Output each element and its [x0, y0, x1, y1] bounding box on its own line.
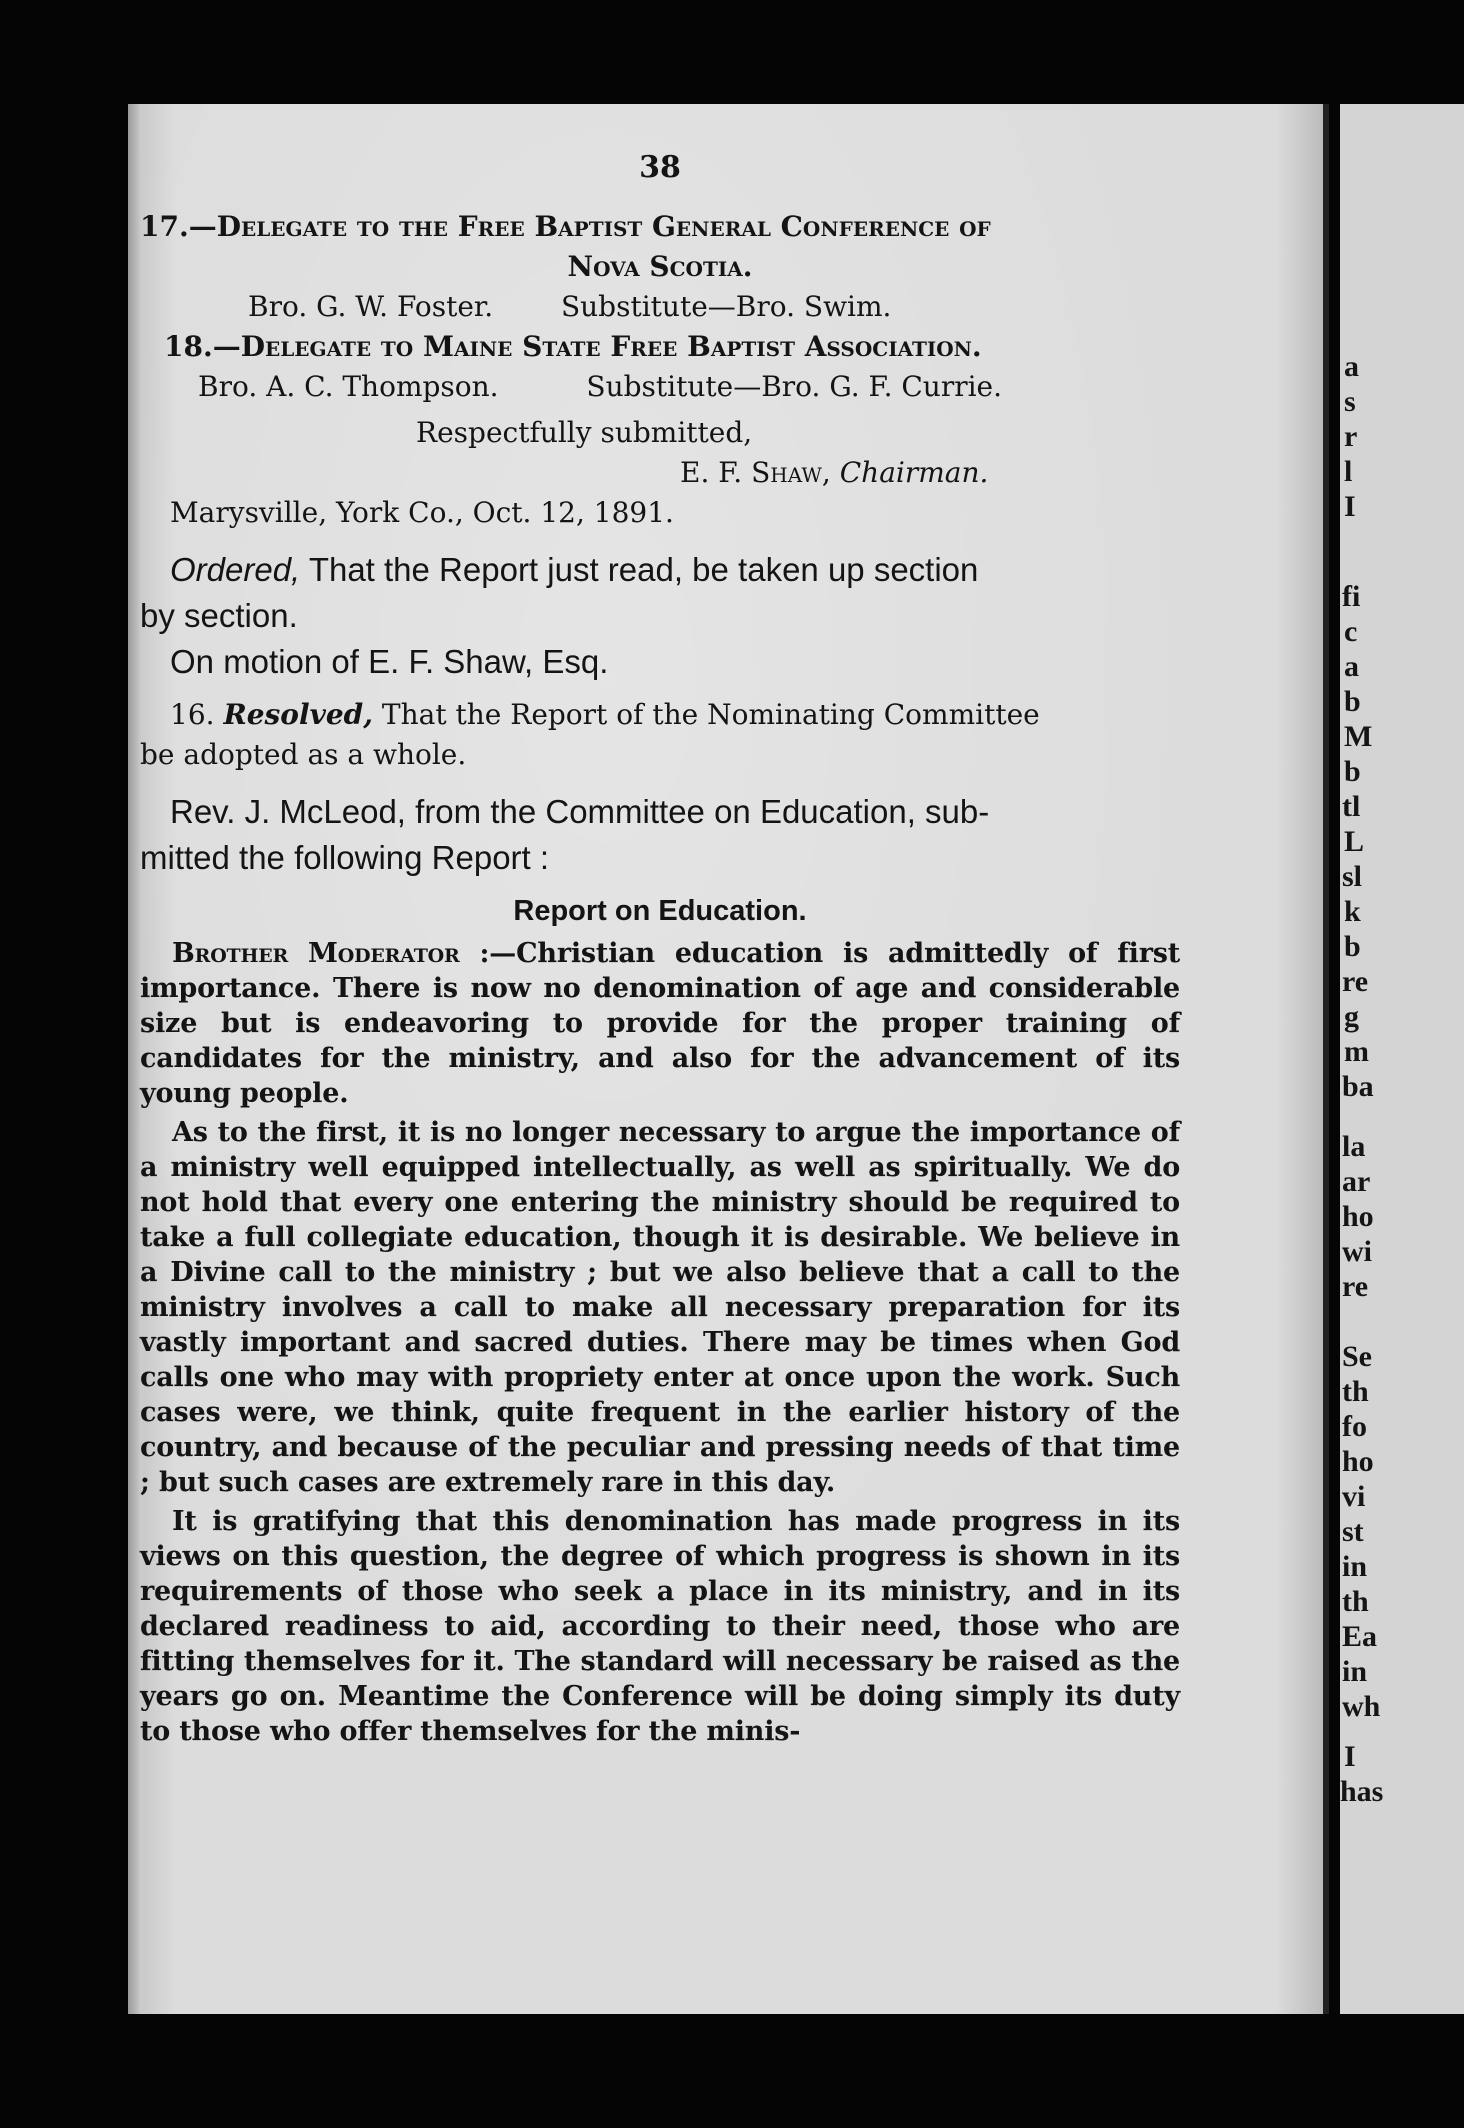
salutation: Brother Moderator :—	[172, 938, 517, 969]
facing-page-letter: b	[1344, 755, 1361, 788]
resolved-text1: That the Report of the Nominating Committee	[381, 698, 1040, 731]
item17-heading-line2: Nova Scotia.	[567, 250, 753, 283]
facing-page-letter: g	[1344, 1000, 1359, 1033]
facing-page-letter: vi	[1342, 1480, 1366, 1513]
facing-page-letter: c	[1344, 615, 1358, 648]
item18-delegates	[140, 367, 1180, 407]
facing-page-letter: ho	[1342, 1445, 1374, 1478]
place-date: Marysville, York Co., Oct. 12, 1891.	[170, 496, 674, 529]
facing-page-letter: la	[1342, 1130, 1366, 1163]
submission-line2: mitted the following Report :	[140, 839, 550, 876]
item17-substitute: Substitute—Bro. Swim.	[560, 290, 892, 323]
facing-page-letter: a	[1344, 650, 1359, 683]
resolved-number: 16.	[170, 698, 215, 731]
facing-page-letter: Ea	[1342, 1620, 1378, 1653]
facing-page-letter: a	[1344, 350, 1359, 383]
facing-page-letter: wh	[1342, 1690, 1381, 1723]
facing-page-letter: I	[1344, 490, 1356, 523]
item17-delegate: Bro. G. W. Foster.	[248, 290, 494, 323]
report-heading: Report on Education.	[513, 895, 807, 927]
signer-role: Chairman.	[839, 456, 989, 489]
ordered-line2: by section.	[140, 597, 298, 634]
paragraph-1	[140, 936, 1180, 1111]
facing-page-letter: ar	[1342, 1165, 1371, 1198]
resolved-label: Resolved,	[223, 698, 374, 731]
facing-page-letter: in	[1342, 1550, 1368, 1583]
facing-page-letter: m	[1344, 1035, 1369, 1068]
facing-page-letter: M	[1344, 720, 1373, 753]
signature-line	[140, 453, 1180, 493]
facing-page-letter: b	[1344, 685, 1361, 718]
ordered-text1: That the Report just read, be taken up section	[308, 551, 979, 588]
item18-delegate: Bro. A. C. Thompson.	[198, 370, 499, 403]
paragraph-1-text: Christian education is admittedly of first importance. There is now no denomination of age and considerable size but is endeavoring to provide for the proper training of candidates for the ministry, and also for the advancement of its young people.	[140, 938, 1180, 1109]
paragraph-3: It is gratifying that this denomination has made progress in its views on this question, the degree of which progress is shown in its requirements of those who seek a place in its ministry, and in its declared readiness to aid, according to their need, those who are fitting themselves for it. The standard will necessary be raised as the years go on. Meantime the Conference will be doing simply its duty to those who offer themselves for the minis-	[140, 1506, 1180, 1747]
respectfully-submitted: Respectfully submitted,	[416, 416, 753, 449]
motion-line: On motion of E. F. Shaw, Esq.	[170, 643, 609, 680]
item18-substitute: Substitute—Bro. G. F. Currie.	[586, 370, 1003, 403]
resolved-line2: be adopted as a whole.	[140, 738, 467, 771]
facing-page-letter: th	[1342, 1375, 1369, 1408]
ordered-label: Ordered,	[170, 551, 301, 588]
facing-page-letter: s	[1344, 385, 1356, 418]
paragraph-2: As to the first, it is no longer necessary to argue the importance of a ministry well equipped intellectually, as well as spiritually. We do not hold that every one entering the ministry should be required to take a full collegiate education, though it is desirable. We believe in a Divine call to the ministry ; but we also believe that a call to the ministry involves a call to make all necessary preparation for its vastly important and sacred duties. There may be times when God calls one who may with propriety enter at once upon the work. Such cases were, we think, quite frequent in the earlier history of the country, and because of the peculiar and pressing needs of that time ; but such cases are extremely rare in this day.	[140, 1117, 1180, 1498]
facing-page-letter: tl	[1342, 790, 1361, 823]
item18-heading: 18.—Delegate to Maine State Free Baptist Association.	[164, 330, 982, 363]
facing-page-letter: sl	[1342, 860, 1363, 893]
facing-page-letter: th	[1342, 1585, 1369, 1618]
submission-line1: Rev. J. McLeod, from the Committee on Education, sub-	[170, 793, 990, 830]
facing-page-letter: fi	[1342, 580, 1361, 613]
page-number: 38	[639, 150, 681, 185]
facing-page-letter: k	[1344, 895, 1361, 928]
facing-page-letter: Se	[1342, 1340, 1372, 1373]
facing-page-letter: L	[1344, 825, 1365, 858]
facing-page-letter: wi	[1342, 1235, 1372, 1268]
resolved-line1	[140, 695, 1180, 735]
facing-page-letter: ba	[1342, 1070, 1374, 1103]
facing-page-fragment	[1340, 104, 1464, 2014]
facing-page-letter: b	[1344, 930, 1361, 963]
facing-page-letter: I	[1344, 1740, 1356, 1773]
facing-page-letter: fo	[1342, 1410, 1367, 1443]
facing-page-letter: re	[1342, 1270, 1369, 1303]
item17-delegates	[140, 287, 1180, 327]
facing-page-letter: r	[1344, 420, 1358, 453]
signer-name: E. F. Shaw,	[680, 456, 831, 489]
facing-page-letter: re	[1342, 965, 1369, 998]
facing-page-letter: in	[1342, 1655, 1368, 1688]
facing-page-letter: st	[1342, 1515, 1364, 1548]
page-content	[140, 150, 1180, 1749]
ordered-line1	[140, 547, 1180, 593]
facing-page-letter: has	[1340, 1775, 1384, 1808]
item17-heading-line1: 17.—Delegate to the Free Baptist General Conference of	[140, 210, 991, 243]
facing-page-letter: l	[1344, 455, 1353, 488]
facing-page-letter: ho	[1342, 1200, 1374, 1233]
